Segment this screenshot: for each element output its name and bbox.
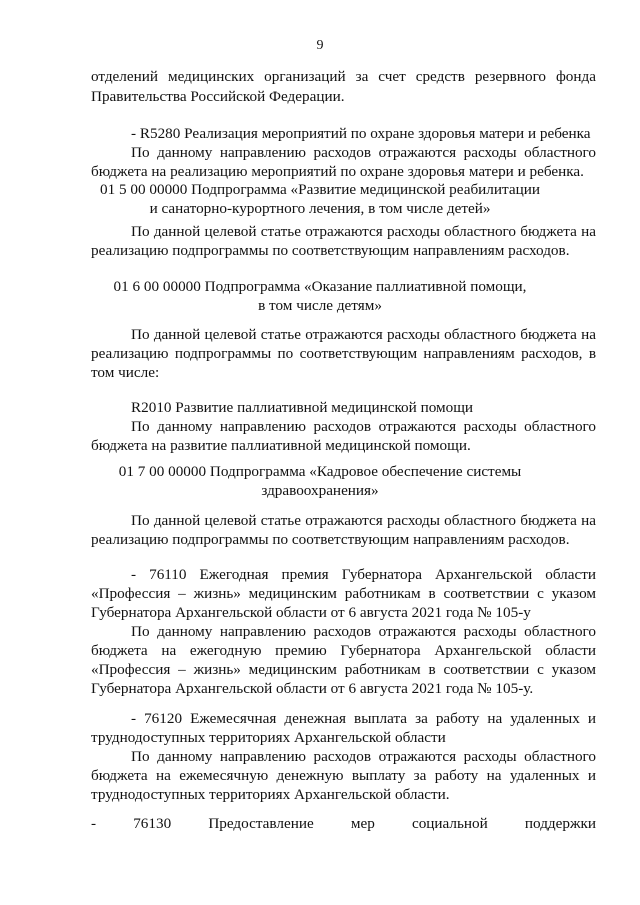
- section-heading: - R5280 Реализация мероприятий по охране здоровья матери и ребенка: [131, 125, 591, 142]
- text-line: По данному направлению расходов отражаются расходы областного: [131, 623, 596, 640]
- text-word: 76130: [133, 815, 172, 832]
- text-line: труднодоступных территориях Архангельской области: [91, 729, 446, 746]
- text-line: том числе:: [91, 364, 160, 381]
- text-word: социальной: [411, 815, 488, 832]
- text-line: По данному направлению расходов отражаются расходы областного: [131, 748, 596, 765]
- subprogram-heading: 01 5 00 00000 Подпрограмма «Развитие медицинской реабилитации: [100, 181, 540, 198]
- text-line: Правительства Российской Федерации.: [91, 88, 345, 105]
- text-line: бюджета на реализацию мероприятий по охране здоровья матери и ребенка.: [91, 163, 584, 180]
- text-line: По данной целевой статье отражаются расходы областного бюджета на: [131, 326, 596, 343]
- text-line: По данному направлению расходов отражаются расходы областного: [131, 144, 596, 161]
- text-word: мер: [350, 815, 375, 832]
- text-line: Губернатора Архангельской области от 6 августа 2021 года № 105-у: [91, 604, 531, 621]
- section-heading: [91, 814, 596, 833]
- subprogram-heading: в том числе детям»: [258, 297, 382, 314]
- text-line: реализацию подпрограммы по соответствующим направлениям расходов.: [91, 242, 570, 259]
- section-heading: - 76120 Ежемесячная денежная выплата за работу на удаленных и: [131, 710, 596, 727]
- text-word: Предоставление: [208, 815, 314, 832]
- text-line: отделений медицинских организаций за счет средств резервного фонда: [91, 68, 596, 85]
- text-line: По данной целевой статье отражаются расходы областного бюджета на: [131, 223, 596, 240]
- section-heading: R2010 Развитие паллиативной медицинской помощи: [131, 399, 474, 416]
- subprogram-heading: 01 7 00 00000 Подпрограмма «Кадровое обеспечение системы: [118, 463, 522, 480]
- text-line: По данной целевой статье отражаются расходы областного бюджета на: [131, 512, 596, 529]
- text-line: труднодоступных территориях Архангельской области.: [91, 786, 450, 803]
- text-line: бюджета на ежемесячную денежную выплату за работу на удаленных и: [91, 767, 596, 784]
- text-line: Губернатора Архангельской области от 6 августа 2021 года № 105-у.: [91, 680, 534, 697]
- text-line: По данному направлению расходов отражаются расходы областного: [131, 418, 596, 435]
- page-number: 9: [316, 38, 324, 53]
- text-line: реализацию подпрограммы по соответствующим направлениям расходов.: [91, 531, 570, 548]
- text-line: «Профессия – жизнь» медицинским работникам в соответствии с указом: [91, 661, 596, 678]
- text-word: -: [91, 815, 97, 832]
- text-line: бюджета на ежегодную премию Губернатора Архангельской области: [91, 642, 596, 659]
- subprogram-heading: здравоохранения»: [261, 482, 379, 499]
- subprogram-heading: и санаторно-курортного лечения, в том числе детей»: [149, 200, 491, 217]
- text-line: реализацию подпрограммы по соответствующим направлениям расходов, в: [91, 345, 596, 362]
- text-line: бюджета на развитие паллиативной медицинской помощи.: [91, 437, 471, 454]
- text-line: «Профессия – жизнь» медицинским работникам в соответствии с указом: [91, 585, 596, 602]
- subprogram-heading: 01 6 00 00000 Подпрограмма «Оказание паллиативной помощи,: [113, 278, 527, 295]
- text-word: поддержки: [524, 815, 596, 832]
- section-heading: - 76110 Ежегодная премия Губернатора Архангельской области: [131, 566, 596, 583]
